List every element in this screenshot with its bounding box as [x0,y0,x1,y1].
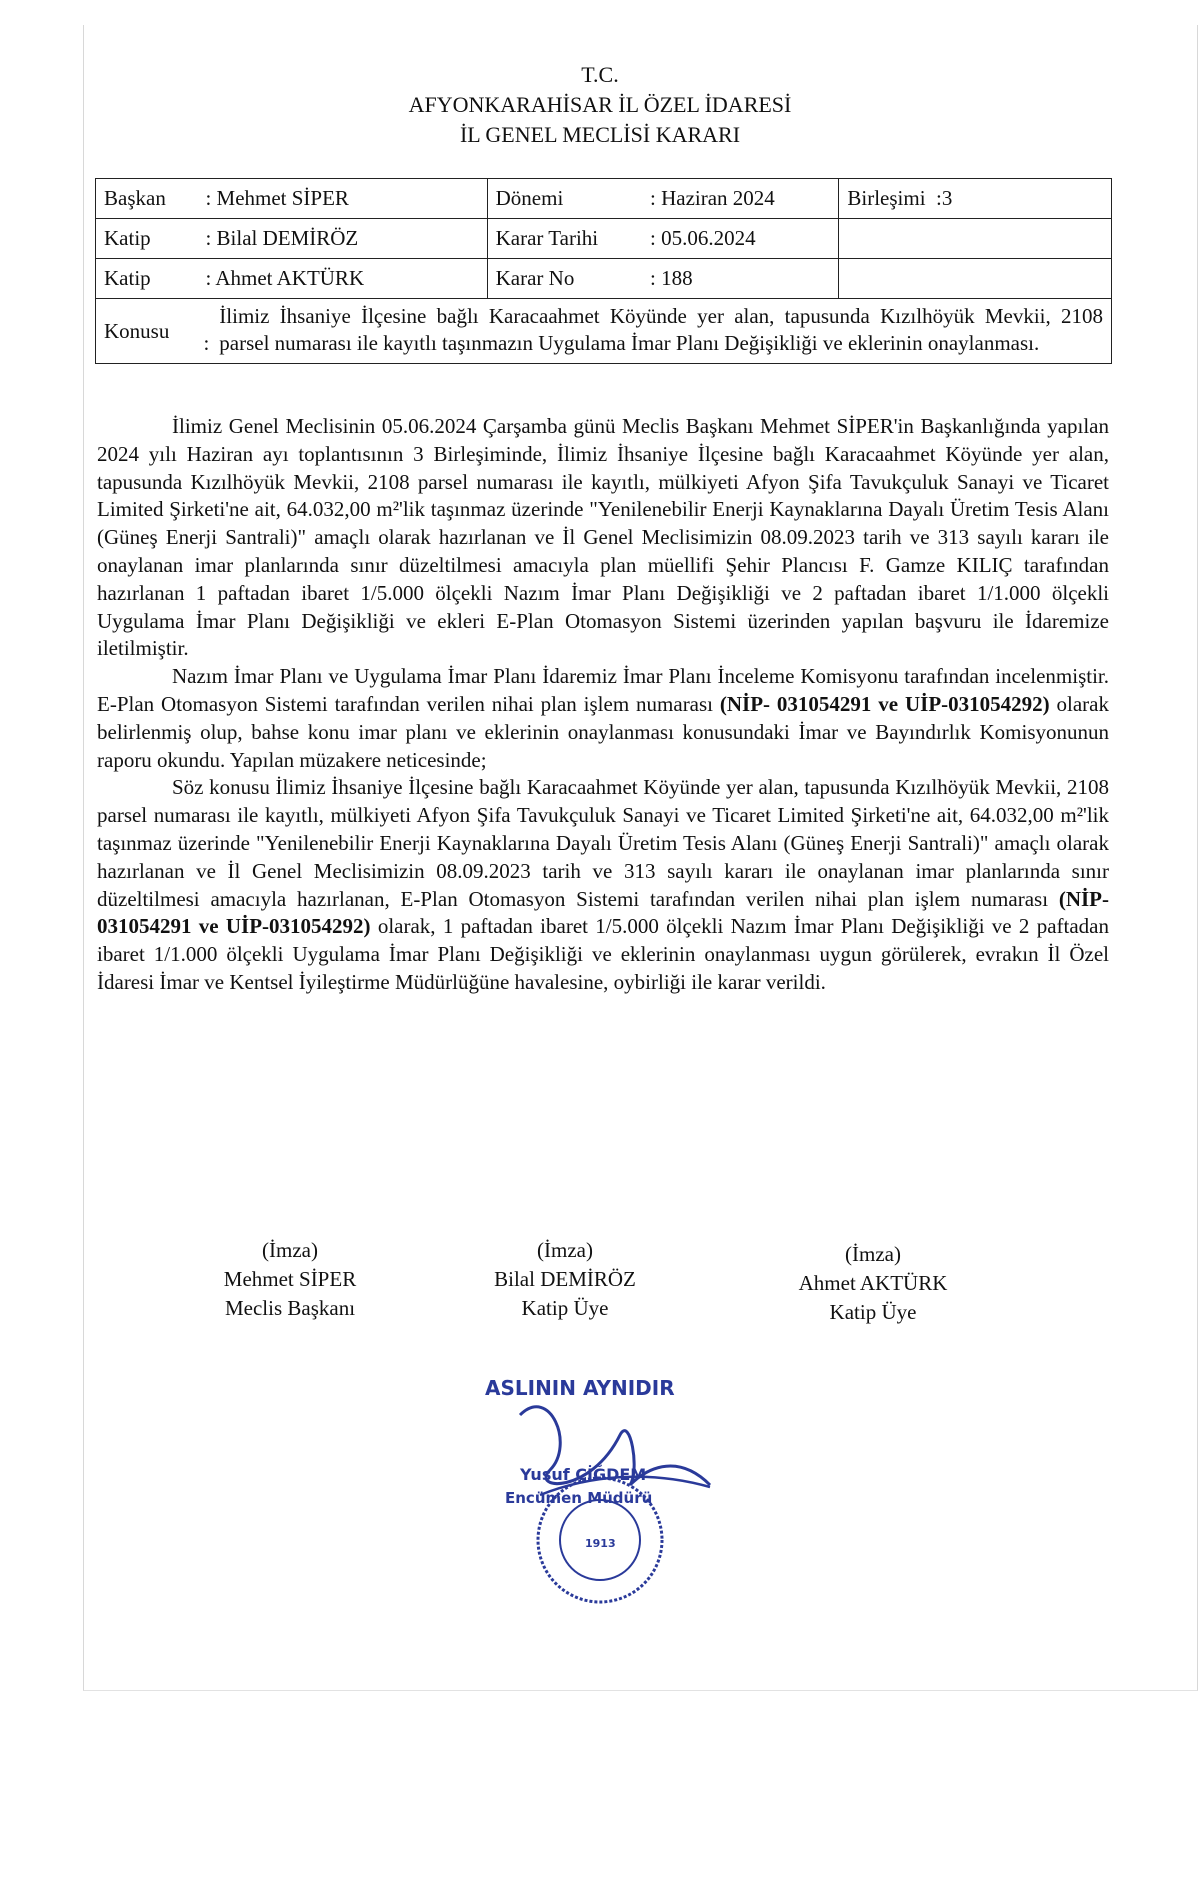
heading-tc: T.C. [581,62,619,87]
stamp-top-text: ASLININ AYNIDIR [485,1376,675,1400]
katip1-value: : Bilal DEMİRÖZ [197,219,487,259]
signature-imza: (İmza) [262,1238,318,1262]
body-paragraph-1: İlimiz Genel Meclisinin 05.06.2024 Çarşamba günü Meclis Başkanı Mehmet SİPER'in Başkanlığında yapılan 2024 yılı Haziran ayı toplantısının 3 Birleşiminde, İlimiz İhsaniye İlçesine bağlı Karacaahmet Köyünde yer alan, tapusunda Kızılhöyük Mevkii, 2108 parsel numarası ile kayıtlı, mülkiyeti Afyon Şifa Tavukçuluk Sanayi ve Ticaret Limited Şirketi'ne ait, 64.032,00 m²'lik taşınmaz üzerinde "Yenilenebilir Enerji Kaynaklarına Dayalı Üretim Tesis Alanı (Güneş Enerji Santrali)" amaçlı olarak hazırlanan ve İl Genel Meclisimizin 08.09.2023 tarih ve 313 sayılı kararı ile onaylanan imar planlarında sınır düzeltilmesi amacıyla plan müellifi Şehir Plancısı F. Gamze KILIÇ tarafından hazırlanan 1 paftadan ibaret 1/5.000 ölçekli Nazım İmar Planı Değişikliği ve 2 paftadan ibaret 1/1.000 ölçekli Uygulama İmar Planı Değişikliği ve ekleri E-Plan Otomasyon Sistemi üzerinden yapılan başvuru ile İdaremize iletilmiştir. [97,414,1109,661]
empty-cell [839,219,1112,259]
table-row [96,259,1112,299]
table-row [96,219,1112,259]
certification-stamp-icon [480,1375,740,1635]
p3-text-a: Söz konusu İlimiz İhsaniye İlçesine bağlı Karacaahmet Köyünde yer alan, tapusunda Kızılhöyük Mevkii, 2108 parsel numarası ile kayıtlı, mülkiyeti Afyon Şifa Tavukçuluk Sanayi ve Ticaret Limited Şirketi'ne ait, 64.032,00 m²'lik taşınmaz üzerinde "Yenilenebilir Enerji Kaynaklarına Dayalı Üretim Tesis Alanı (Güneş Enerji Santrali)" amaçlı olarak hazırlanan ve İl Genel Meclisimizin 08.09.2023 tarih ve 313 sayılı kararı ile onaylanan imar planlarında sınır düzeltilmesi amacıyla hazırlanan, E-Plan Otomasyon Sistemi tarafından verilen nihai plan işlem numarası [97,775,1109,911]
p2-text-b: olarak belirlenmiş olup, bahse konu imar planı ve eklerinin onaylanması konusundaki İmar ve Bayındırlık Komisyonunun raporu okundu. Yapılan müzakere neticesinde; [97,691,1109,772]
stamp-year-text: 1913 [585,1537,616,1550]
konusu-colon: : [203,331,210,355]
birlesimi-label: Birleşimi [847,186,926,210]
p3-text-b: olarak, 1 paftadan ibaret 1/5.000 ölçekli Nazım İmar Planı Değişikliği ve 2 paftadan ibaret 1/1.000 ölçekli Uygulama İmar Planı Değişikliği ve eklerinin onaylanması uygun görülerek, evrakın İl Özel İdaresi İmar ve Kentsel İyileştirme Müdürlüğüne havalesine, oybirliği ile karar verildi. [97,914,1109,994]
karar-no-value: : 188 [642,259,839,299]
body-paragraph-2 [97,663,1109,774]
katip2-value: : Ahmet AKTÜRK [197,259,487,299]
table-row [96,179,1112,219]
p3-plan-numbers: (NİP- 031054291 ve UİP-031054292) [97,886,1109,939]
signature-title: Katip Üye [521,1296,609,1320]
table-row [96,299,1112,364]
signature-title: Meclis Başkanı [224,1296,356,1320]
decision-info-table [95,178,1112,364]
signature-title: Katip Üye [829,1300,917,1324]
signature-imza: (İmza) [845,1242,901,1266]
karar-tarihi-label: Karar Tarihi [487,219,642,259]
karar-no-label: Karar No [487,259,642,299]
baskan-label: Başkan [96,179,198,219]
decision-body [97,413,1109,997]
baskan-value: : Mehmet SİPER [197,179,487,219]
body-paragraph-3 [97,774,1109,996]
donemi-value: : Haziran 2024 [642,179,839,219]
birlesimi-value: :3 [936,186,953,210]
katip2-label: Katip [96,259,198,299]
p2-plan-numbers: (NİP- 031054291 ve UİP-031054292) [719,691,1050,716]
signature-block-katip1 [465,1236,665,1323]
donemi-label: Dönemi [487,179,642,219]
heading-institution: AFYONKARAHİSAR İL ÖZEL İDARESİ [408,92,792,117]
signature-imza: (İmza) [537,1238,593,1262]
document-heading [0,60,1200,150]
stamp-title-text: Encümen Müdürü [505,1489,653,1507]
signature-block-katip2 [773,1240,973,1327]
signature-name: Bilal DEMİRÖZ [494,1267,636,1291]
stamp-name-text: Yusuf ÇİĞDEM [520,1465,647,1484]
karar-tarihi-value: : 05.06.2024 [642,219,839,259]
signature-name: Ahmet AKTÜRK [798,1271,948,1295]
heading-decision-title: İL GENEL MECLİSİ KARARI [459,122,741,147]
katip1-label: Katip [96,219,198,259]
konusu-cell [197,299,1111,364]
konusu-text: İlimiz İhsaniye İlçesine bağlı Karacaahmet Köyünde yer alan, tapusunda Kızılhöyük Mevkii, 2108 parsel numarası ile kayıtlı taşınmazın Uygulama İmar Planı Değişikliği ve eklerinin onaylanması. [219,304,1103,355]
konusu-label: Konusu [96,299,198,364]
birlesimi-cell [839,179,1112,219]
p2-text-a: Nazım İmar Planı ve Uygulama İmar Planı İdaremiz İmar Planı İnceleme Komisyonu tarafından incelenmiştir. E-Plan Otomasyon Sistemi tarafından verilen nihai plan işlem numarası [97,664,1109,716]
signature-block-baskan [190,1236,390,1323]
empty-cell [839,259,1112,299]
signature-name: Mehmet SİPER [223,1267,357,1291]
